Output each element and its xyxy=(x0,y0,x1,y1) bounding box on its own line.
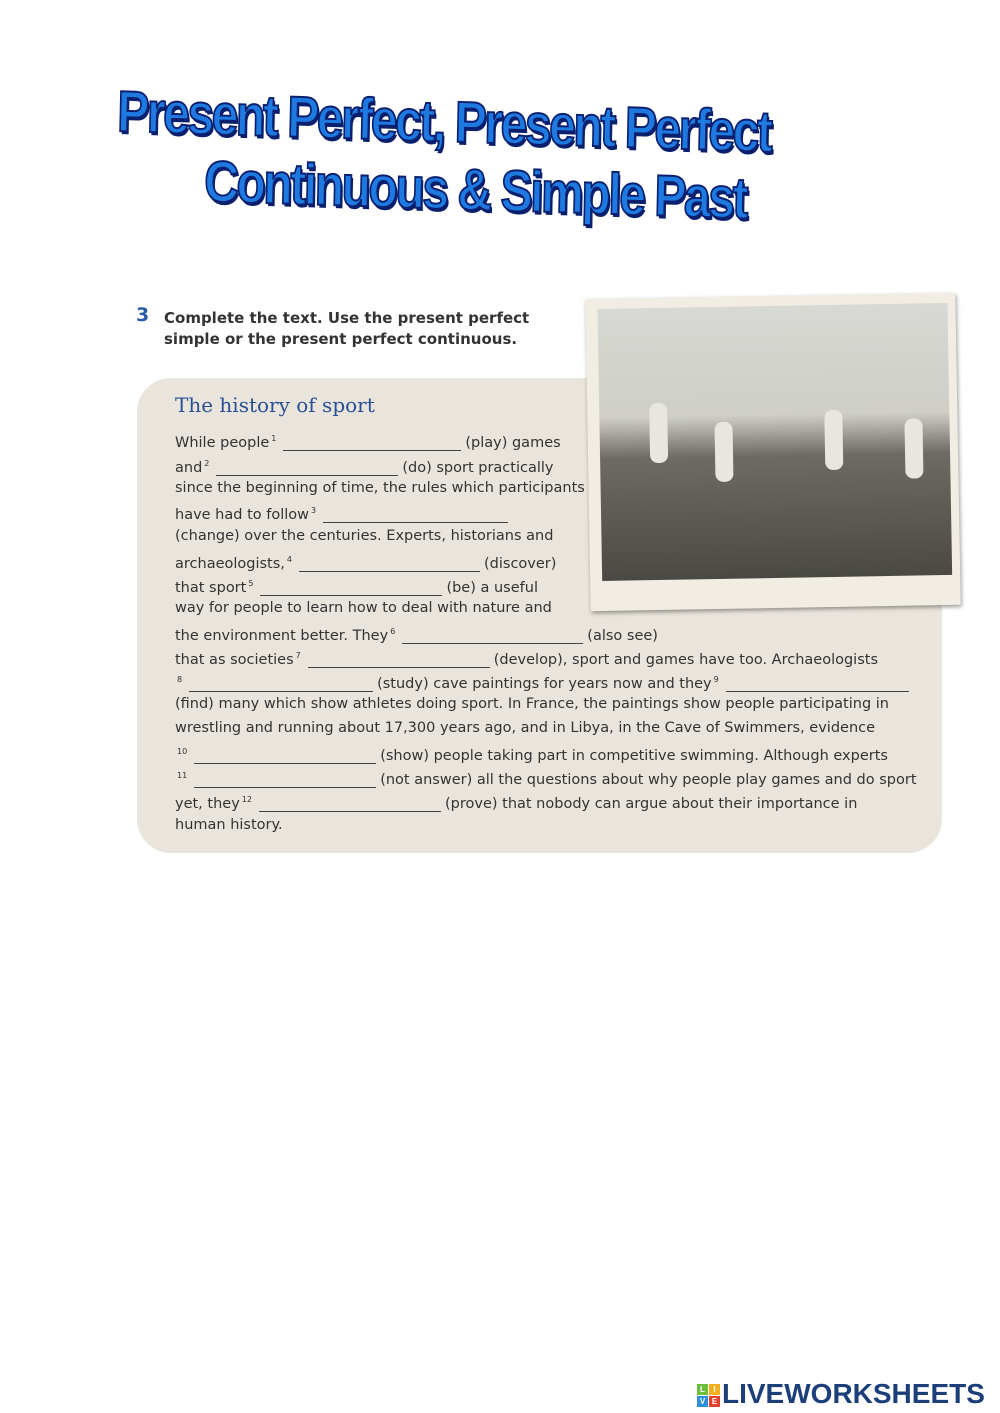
instruction-line-1: Complete the text. Use the present perfect xyxy=(164,309,530,327)
text-line xyxy=(175,550,556,570)
text-segment: wrestling and running about 17,300 years ago, and in Libya, in the Cave of Swimmers, evidence xyxy=(175,720,876,736)
text-line xyxy=(175,790,857,810)
text-segment: (discover) xyxy=(484,556,557,572)
blank-number: 7 xyxy=(295,651,301,660)
text-line xyxy=(175,454,554,474)
text-line xyxy=(175,429,561,449)
text-line xyxy=(175,646,878,666)
photo-image xyxy=(597,303,952,581)
text-segment: While people xyxy=(175,435,270,451)
answer-blank-input[interactable] xyxy=(283,436,461,451)
text-line xyxy=(175,501,512,521)
text-segment: (change) over the centuries. Experts, historians and xyxy=(175,528,554,544)
logo-text: LIVEWORKSHEETS xyxy=(722,1378,985,1409)
runner-figure xyxy=(824,410,843,470)
text-segment: human history. xyxy=(175,817,283,833)
text-segment: (show) people taking part in competitive swimming. Although experts xyxy=(380,748,888,764)
text-line xyxy=(175,718,875,738)
blank-number: 5 xyxy=(248,579,254,588)
text-line xyxy=(175,598,552,618)
runner-figure xyxy=(904,418,923,478)
text-line xyxy=(175,766,917,786)
text-segment: way for people to learn how to deal with nature and xyxy=(175,600,552,616)
exercise-number: 3 xyxy=(136,304,150,326)
blank-number: 10 xyxy=(177,747,188,756)
answer-blank-input[interactable] xyxy=(402,629,583,644)
text-segment: (develop), sport and games have too. Archaeologists xyxy=(493,652,878,668)
instruction-line-2: simple or the present perfect continuous. xyxy=(164,330,518,348)
blank-number: 12 xyxy=(241,795,252,804)
answer-blank-input[interactable] xyxy=(216,461,398,476)
text-segment: that as societies xyxy=(175,652,294,668)
text-segment: (do) sport practically xyxy=(402,460,554,476)
text-line xyxy=(175,742,888,762)
blank-number: 3 xyxy=(311,506,317,515)
text-segment: (prove) that nobody can argue about their importance in xyxy=(444,796,858,812)
blank-number: 6 xyxy=(390,627,396,636)
text-segment: (study) cave paintings for years now and they xyxy=(377,676,712,692)
text-line xyxy=(175,694,889,714)
text-segment: (find) many which show athletes doing sport. In France, the paintings show people participating in xyxy=(175,696,889,712)
blank-number: 1 xyxy=(271,434,277,443)
answer-blank-input[interactable] xyxy=(259,797,441,812)
answer-blank-input[interactable] xyxy=(194,773,376,788)
answer-blank-input[interactable] xyxy=(323,508,508,523)
runner-figure xyxy=(714,422,733,482)
liveworksheets-logo xyxy=(697,1378,985,1410)
title-line-2: Continuous & Simple Past xyxy=(203,148,747,232)
runner-figure xyxy=(649,403,668,463)
blank-number: 8 xyxy=(177,675,183,684)
logo-letter: E xyxy=(709,1396,720,1407)
answer-blank-input[interactable] xyxy=(299,557,480,572)
logo-letter: V xyxy=(697,1396,708,1407)
answer-blank-input[interactable] xyxy=(726,677,909,692)
vintage-running-photo xyxy=(585,293,960,611)
answer-blank-input[interactable] xyxy=(189,677,373,692)
text-segment: (play) games xyxy=(465,435,561,451)
logo-mark-icon xyxy=(697,1384,720,1407)
text-line xyxy=(175,670,913,690)
text-segment: the environment better. They xyxy=(175,628,389,644)
blank-number: 2 xyxy=(204,459,210,468)
text-segment: (also see) xyxy=(587,628,658,644)
title-line-1: Present Perfect, Present Perfect xyxy=(116,78,772,165)
text-title: The history of sport xyxy=(175,393,375,417)
text-segment: that sport xyxy=(175,580,247,596)
text-line xyxy=(175,815,283,835)
text-segment: (be) a useful xyxy=(446,580,538,596)
text-segment: since the beginning of time, the rules which participants xyxy=(175,480,585,496)
text-segment: yet, they xyxy=(175,796,240,812)
text-line xyxy=(175,622,658,642)
text-segment: archaeologists, xyxy=(175,556,285,572)
blank-number: 11 xyxy=(177,771,188,780)
answer-blank-input[interactable] xyxy=(260,581,442,596)
text-line xyxy=(175,526,553,546)
text-segment: (not answer) all the questions about why people play games and do sport xyxy=(380,772,917,788)
answer-blank-input[interactable] xyxy=(308,653,490,668)
text-segment: have had to follow xyxy=(175,507,310,523)
blank-number: 9 xyxy=(713,675,719,684)
exercise-instruction xyxy=(164,308,529,350)
text-line xyxy=(175,478,585,498)
logo-letter: L xyxy=(697,1384,708,1395)
blank-number: 4 xyxy=(286,555,292,564)
text-line xyxy=(175,574,538,594)
text-segment: and xyxy=(175,460,203,476)
answer-blank-input[interactable] xyxy=(194,749,376,764)
logo-letter: I xyxy=(709,1384,720,1395)
